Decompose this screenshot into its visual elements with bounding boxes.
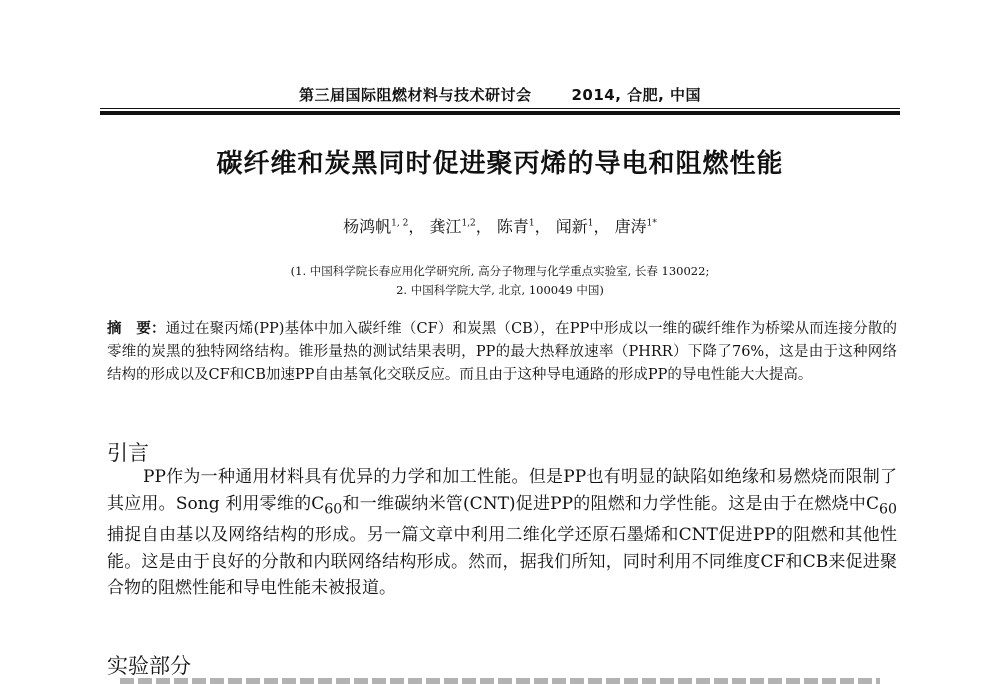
author-affil-mark: 1 [528,218,535,229]
running-header [100,84,900,105]
subscript-60: 60 [878,500,897,517]
intro-text-part: 和一维碳纳米管(CNT)促进PP的阻燃和力学性能。这是由于在燃烧中C [342,493,879,514]
subscript-60: 60 [324,500,343,517]
author-name: 闻新 [555,217,588,236]
section-heading-experimental: 实验部分 [107,654,191,678]
header-rule-thin [100,108,900,109]
abstract [107,318,897,387]
author-name: 唐涛 [614,217,647,236]
section-heading-intro: 引言 [107,441,149,465]
author-list: 杨鸿帆$^{1, 2}$， 龚江$^{1,2}$， 陈青$^1$， 闻新$^1$， 唐涛$^{1*}$ [343,217,657,236]
conference-place-date: 2014, 合肥, 中国 [571,86,702,104]
affiliation-line-2: 2. 中国科学院大学, 北京, 100049 中国) [396,283,604,297]
intro-paragraph [107,464,897,602]
author-name: 杨鸿帆 [343,217,392,236]
abstract-text: 通过在聚丙烯(PP)基体中加入碳纤维（CF）和炭黑（CB），在PP中形成以一维的碳纤维作为桥梁从而连接分散的零维的炭黑的独特网络结构。锥形量热的测试结果表明，PP的最大热释放速率（PHRR）下降了76%，这是由于这种网络结构的形成以及CF和CB加速PP自由基氧化交联反应。而且由于这种导电通路的形成PP的导电性能大大提高。 [107,321,898,383]
abstract-label: 摘 要： [107,321,166,337]
header-rule-thick [100,111,900,115]
author-affil-mark: 1, 2 [391,218,409,229]
conference-name: 第三届国际阻燃材料与技术研讨会 [298,86,532,104]
intro-text-part: PP作为一种通用材料具有优异的力学和加工性能。但是PP也有明显的缺陷如绝缘和易燃烧而限制了其应用。Song 利用零维的C [107,467,897,514]
author-affil-mark: 1,2 [461,218,476,229]
intro-text-part: 捕捉自由基以及网络结构的形成。另一篇文章中利用二维化学还原石墨烯和CNT促进PP的阻燃和其他性能。这是由于良好的分散和内联网络结构形成。然而，据我们所知，同时利用不同维度CF和CB来促进聚合物的阻燃性能和导电性能未被报道。 [107,525,897,599]
author-name: 龚江 [429,217,462,236]
author-affil-mark: 1 [587,218,594,229]
affiliation-line-1: (1. 中国科学院长春应用化学研究所, 高分子物理与化学重点实验室, 长春 130022; [290,264,710,278]
author-affil-mark: 1* [646,218,657,229]
cut-off-text-line [120,678,880,684]
author-name: 陈青 [496,217,529,236]
paper-title: 碳纤维和炭黑同时促进聚丙烯的导电和阻燃性能 [216,149,784,179]
